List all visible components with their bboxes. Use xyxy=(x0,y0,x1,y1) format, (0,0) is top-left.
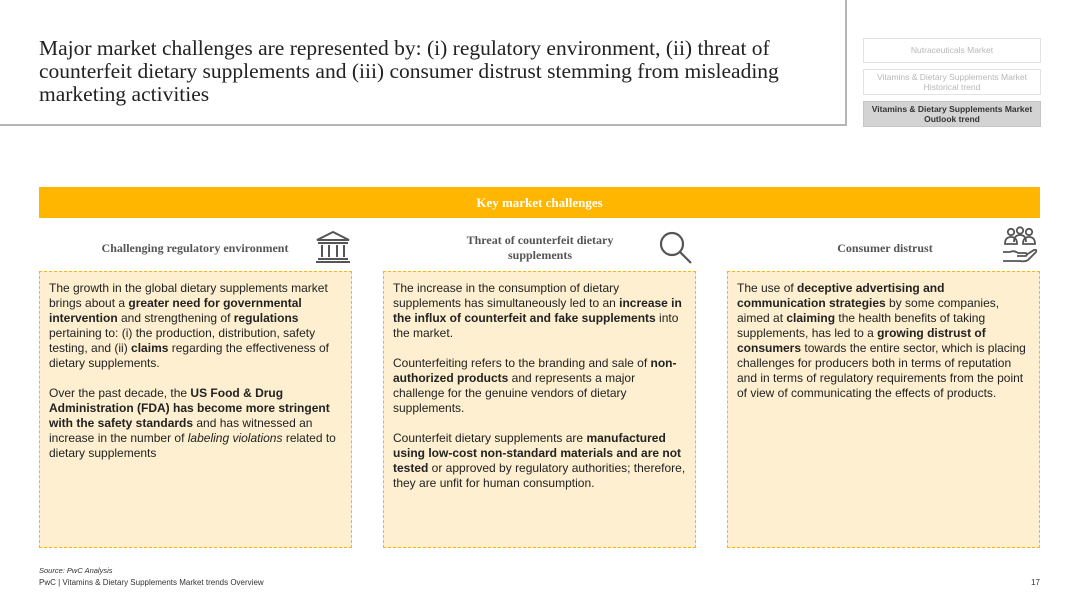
nav-sublabel: Outlook trend xyxy=(924,114,980,124)
column-heading-counterfeit xyxy=(440,232,640,264)
nav-label: Vitamins & Dietary Supplements Market xyxy=(871,103,1033,114)
nav-outlook-trend[interactable] xyxy=(863,101,1041,127)
card-paragraph: Counterfeit dietary supplements are manufactured using low-cost non-standard materials and are not tested or approved by regulatory authorities; therefore, they are unfit for human consumption. xyxy=(393,431,686,490)
heading-text: Threat of counterfeit dietary supplements xyxy=(466,233,614,262)
column-heading-regulatory xyxy=(100,232,290,264)
banner-label: Key market challenges xyxy=(476,194,603,210)
card-paragraph: The increase in the consumption of dietary supplements has simultaneously led to an increase in the influx of counterfeit and fake supplements into the market. xyxy=(393,281,682,340)
heading-text: Challenging regulatory environment xyxy=(101,240,289,255)
card-paragraph: Over the past decade, the US Food & Drug Administration (FDA) has become more stringent with the safety standards and has witnessed an increase in the number of labeling violations related to dietary supplements xyxy=(49,386,336,460)
page-title: Major market challenges are represented by: (i) regulatory environment, (ii) threat of counterfeit dietary supplements and (iii) consumer distrust stemming from misleading marketing activities xyxy=(39,36,779,106)
column-heading-distrust xyxy=(800,232,970,264)
magnifier-icon xyxy=(658,230,694,271)
title-box xyxy=(0,0,847,126)
footer-text: PwC | Vitamins & Dietary Supplements Market trends Overview xyxy=(39,578,264,587)
nav-label: Nutraceuticals Market xyxy=(910,45,994,56)
distrust-card xyxy=(727,271,1040,548)
card-paragraph: The use of deceptive advertising and communication strategies by some companies, aimed at claiming the health benefits of taking supplements, has led to a growing distrust of consumers towards the entire sector, which is placing challenges for producers both in terms of reputation and in terms of regulatory requirements from the point of view of communicating the effects of products. xyxy=(737,281,1026,400)
card-paragraph: Counterfeiting refers to the branding and sale of non-authorized products and represents a major challenge for the genuine vendors of dietary supplements. xyxy=(393,356,677,415)
page-number: 17 xyxy=(1031,578,1040,587)
nav-sublabel: Historical trend xyxy=(923,82,981,92)
heading-text: Consumer distrust xyxy=(837,240,933,255)
people-in-hand-icon xyxy=(1002,226,1038,269)
key-challenges-banner xyxy=(39,187,1040,218)
nav-nutraceuticals-market[interactable] xyxy=(863,38,1041,63)
nav-label: Vitamins & Dietary Supplements Market xyxy=(876,71,1028,82)
card-paragraph: The growth in the global dietary supplements market brings about a greater need for governmental intervention and strengthening of regulations pertaining to: (i) the production, distribution, safety testing, and (ii) claims regarding the effectiveness of dietary supplements. xyxy=(49,281,329,370)
regulatory-card xyxy=(39,271,352,548)
institution-icon xyxy=(315,230,351,269)
nav-historical-trend[interactable] xyxy=(863,69,1041,95)
counterfeit-card xyxy=(383,271,696,548)
source-note: Source: PwC Analysis xyxy=(39,566,113,575)
